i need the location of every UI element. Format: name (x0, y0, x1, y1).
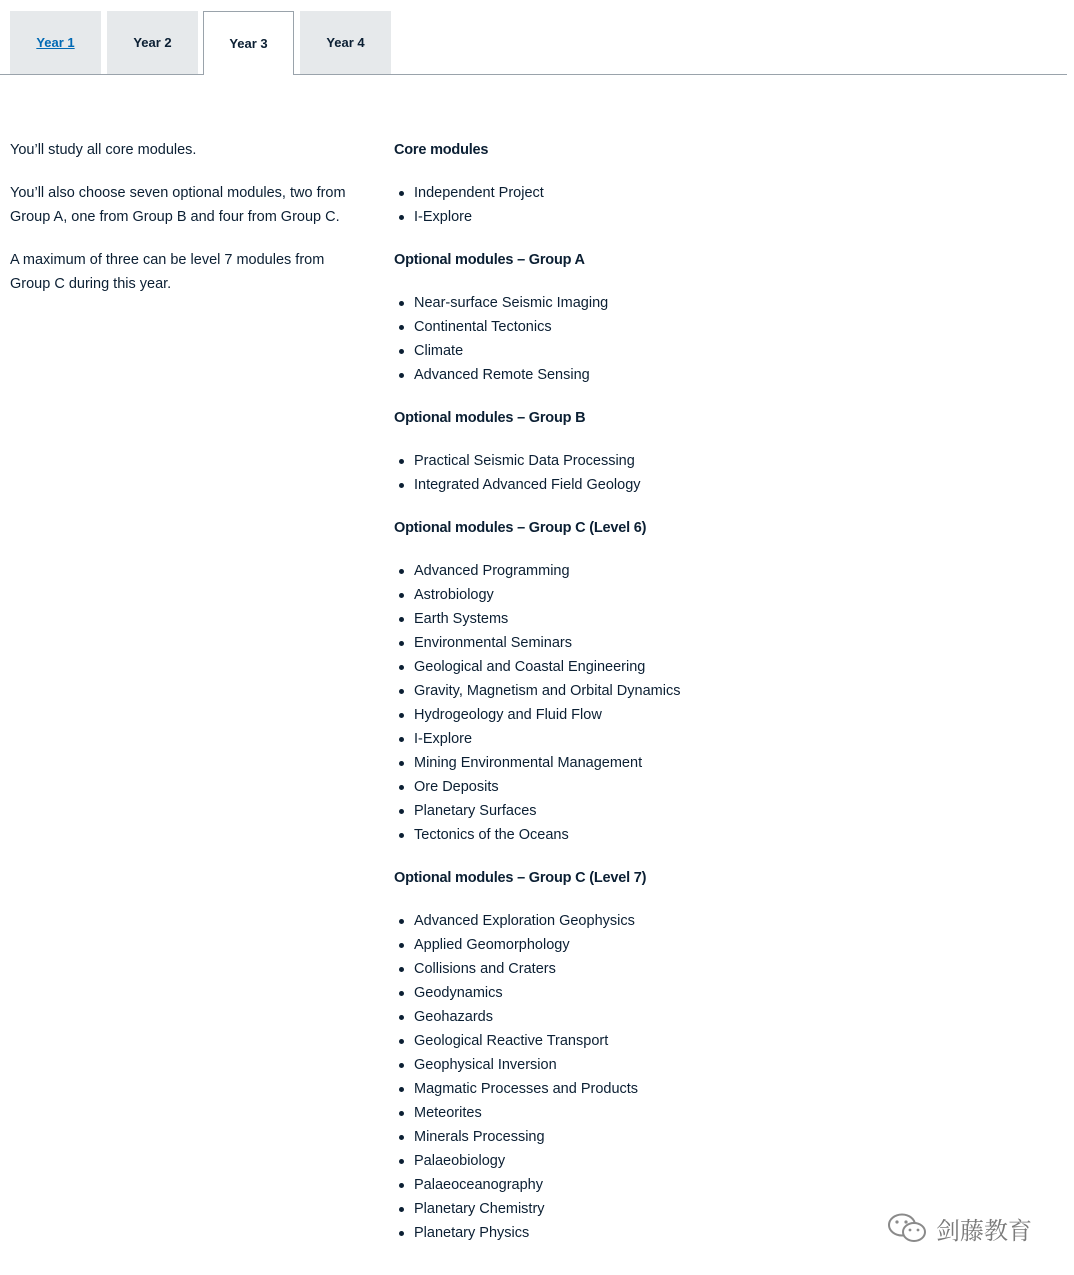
module-item: Ore Deposits (394, 775, 994, 799)
module-item: Geodynamics (394, 981, 994, 1005)
module-group-heading: Optional modules – Group C (Level 6) (394, 520, 647, 536)
module-item: Earth Systems (394, 607, 994, 631)
intro-paragraph: You’ll also choose seven optional modules, two from Group A, one from Group B and four from Group C. (10, 185, 346, 225)
module-item: Applied Geomorphology (394, 933, 994, 957)
module-list (394, 138, 994, 1264)
module-item: Magmatic Processes and Products (394, 1077, 994, 1101)
tab-year-3-label: Year 3 (229, 36, 268, 51)
module-group-list (394, 559, 994, 847)
year-intro (10, 138, 355, 315)
module-item: Planetary Chemistry (394, 1197, 994, 1221)
tab-year-2-label: Year 2 (133, 35, 172, 50)
module-item: Palaeoceanography (394, 1173, 994, 1197)
module-item: Planetary Surfaces (394, 799, 994, 823)
module-group-heading: Optional modules – Group C (Level 7) (394, 870, 647, 886)
module-item: Planetary Physics (394, 1221, 994, 1245)
module-item: Astrobiology (394, 583, 994, 607)
module-group-heading: Optional modules – Group B (394, 410, 586, 426)
module-item: Integrated Advanced Field Geology (394, 473, 994, 497)
module-group-heading: Optional modules – Group A (394, 252, 585, 268)
module-item: Continental Tectonics (394, 315, 994, 339)
module-group-list (394, 449, 994, 497)
module-item: Palaeobiology (394, 1149, 994, 1173)
module-group-heading: Core modules (394, 142, 489, 158)
module-item: Gravity, Magnetism and Orbital Dynamics (394, 679, 994, 703)
module-item: I-Explore (394, 727, 994, 751)
module-item: Near-surface Seismic Imaging (394, 291, 994, 315)
module-item: Independent Project (394, 181, 994, 205)
module-group-list (394, 181, 994, 229)
watermark-text: 剑藤教育 (936, 1217, 1032, 1245)
module-item: Advanced Programming (394, 559, 994, 583)
module-item: Climate (394, 339, 994, 363)
tab-year-4[interactable] (300, 11, 391, 74)
module-item: Geophysical Inversion (394, 1053, 994, 1077)
watermark (886, 1210, 1032, 1246)
module-item: Advanced Remote Sensing (394, 363, 994, 387)
tab-year-1[interactable] (10, 11, 101, 74)
wechat-icon (886, 1211, 930, 1245)
tab-year-2[interactable] (107, 11, 198, 74)
module-item: Practical Seismic Data Processing (394, 449, 994, 473)
intro-paragraph: You’ll study all core modules. (10, 142, 197, 158)
tab-year-3[interactable] (203, 11, 294, 75)
module-item: Mining Environmental Management (394, 751, 994, 775)
tab-year-4-label: Year 4 (326, 35, 365, 50)
year-tab-bar (0, 0, 1067, 75)
module-item: Environmental Seminars (394, 631, 994, 655)
module-item: Tectonics of the Oceans (394, 823, 994, 847)
module-item: I-Explore (394, 205, 994, 229)
module-item: Geological and Coastal Engineering (394, 655, 994, 679)
module-item: Advanced Exploration Geophysics (394, 909, 994, 933)
module-group-list (394, 909, 994, 1245)
module-item: Collisions and Craters (394, 957, 994, 981)
module-item: Geological Reactive Transport (394, 1029, 994, 1053)
module-item: Minerals Processing (394, 1125, 994, 1149)
module-item: Hydrogeology and Fluid Flow (394, 703, 994, 727)
module-item: Meteorites (394, 1101, 994, 1125)
tab-year-1-label[interactable]: Year 1 (36, 35, 75, 50)
module-group-list (394, 291, 994, 387)
module-item: Geohazards (394, 1005, 994, 1029)
intro-paragraph: A maximum of three can be level 7 modules from Group C during this year. (10, 252, 325, 292)
